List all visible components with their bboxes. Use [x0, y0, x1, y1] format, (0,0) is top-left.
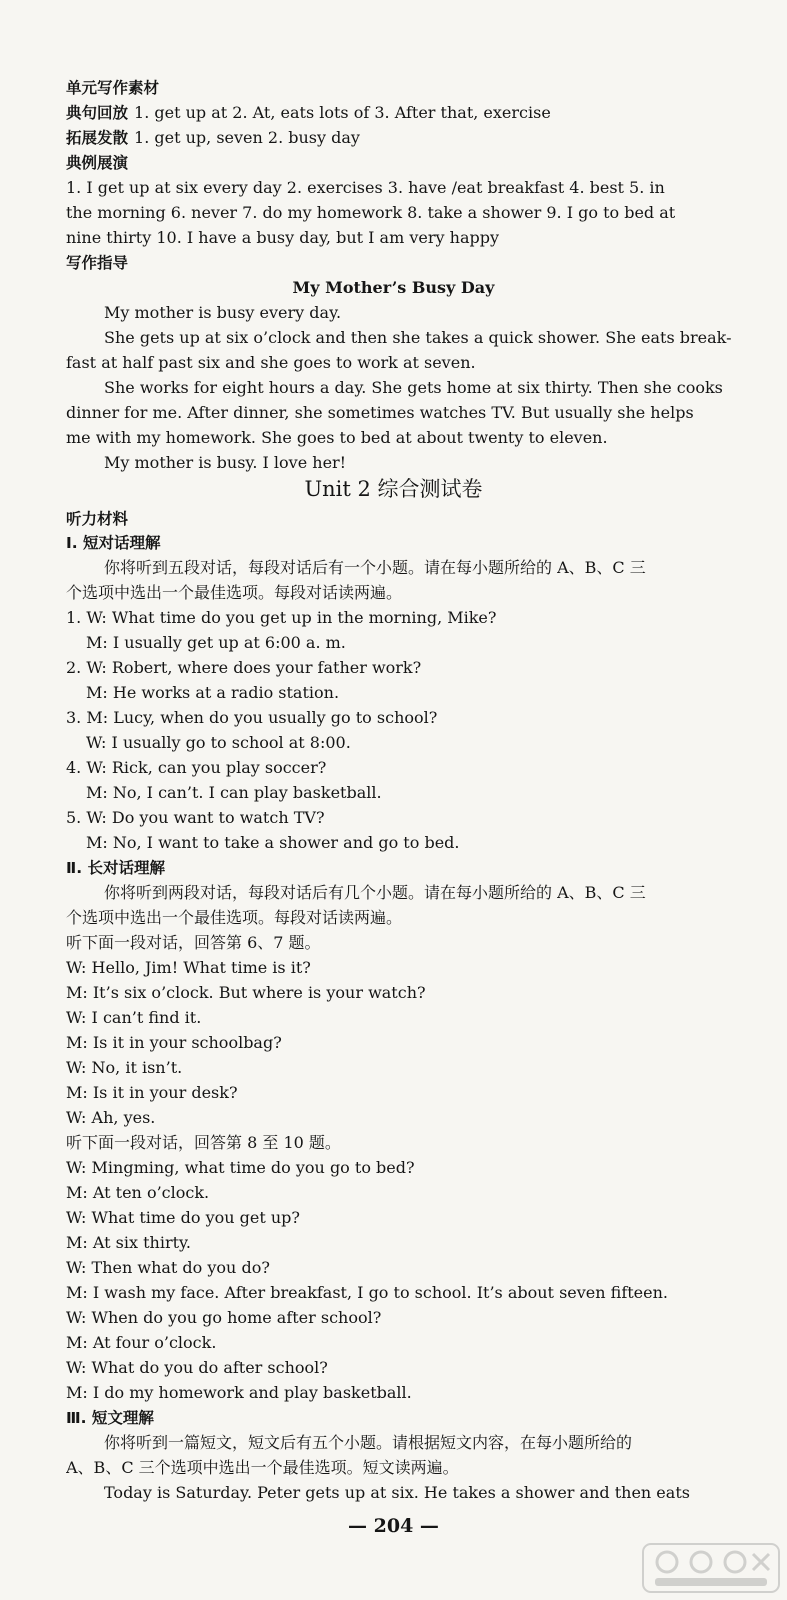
text: 1. get up at 2. At, eats lots of 3. After that, exercise: [134, 103, 551, 122]
unit-title: [0, 474, 787, 504]
dialog-line: W: Hello, Jim! What time is it?: [66, 958, 311, 977]
dialog-line: 4. W: Rick, can you play soccer?: [66, 758, 327, 777]
instruction-line: 个选项中选出一个最佳选项。每段对话读两遍。: [66, 908, 403, 927]
dialog-line: 1. W: What time do you get up in the morning, Mike?: [66, 608, 497, 627]
part-heading: Ⅱ. 长对话理解: [66, 859, 165, 877]
text-line: [66, 126, 765, 150]
text-line: My mother is busy. I love her!: [104, 453, 347, 472]
dialog-line: W: No, it isn’t.: [66, 1058, 183, 1077]
text-line: me with my homework. She goes to bed at about twenty to eleven.: [66, 428, 608, 447]
dialog-line: M: I do my homework and play basketball.: [66, 1383, 412, 1402]
dialog-line: W: Ah, yes.: [66, 1108, 156, 1127]
dialog-line: W: What do you do after school?: [66, 1358, 328, 1377]
dialog-line: M: At ten o’clock.: [66, 1183, 210, 1202]
dialog-line: M: I wash my face. After breakfast, I go to school. It’s about seven fifteen.: [66, 1283, 668, 1302]
dialog-line: M: No, I can’t. I can play basketball.: [86, 783, 382, 802]
dialog-line: M: No, I want to take a shower and go to bed.: [86, 833, 460, 852]
text-line: the morning 6. never 7. do my homework 8. take a shower 9. I go to bed at: [66, 203, 676, 222]
dialog-line: 3. M: Lucy, when do you usually go to school?: [66, 708, 438, 727]
dialog-line: M: It’s six o’clock. But where is your watch?: [66, 983, 426, 1002]
text-line: She gets up at six o’clock and then she takes a quick shower. She eats break-: [104, 328, 732, 347]
dialog-line: M: At four o’clock.: [66, 1333, 217, 1352]
text-line: fast at half past six and she goes to work at seven.: [66, 353, 476, 372]
text-line: 1. I get up at six every day 2. exercises 3. have /eat breakfast 4. best 5. in: [66, 178, 665, 197]
section-heading-writing-material: 单元写作素材: [66, 79, 160, 97]
dialog-line: M: Is it in your schoolbag?: [66, 1033, 282, 1052]
page-number: — 204 —: [348, 1515, 439, 1537]
text-line: She works for eight hours a day. She gets home at six thirty. Then she cooks: [104, 378, 723, 397]
dialog-line: M: I usually get up at 6:00 a. m.: [86, 633, 346, 652]
dialog-line: W: When do you go home after school?: [66, 1308, 382, 1327]
essay-title: My Mother’s Busy Day: [292, 278, 495, 297]
unit-title-en: Unit 2: [304, 477, 371, 501]
text-line: My mother is busy every day.: [104, 303, 342, 322]
dialog-line: 听下面一段对话，回答第 8 至 10 题。: [66, 1133, 341, 1152]
dialog-line: 5. W: Do you want to watch TV?: [66, 808, 325, 827]
watermark-logo-icon: [641, 1542, 781, 1594]
label: 典句回放: [66, 104, 129, 122]
section-heading-guide: 写作指导: [66, 254, 129, 272]
text-line: [66, 101, 765, 125]
part-heading: Ⅰ. 短对话理解: [66, 534, 161, 552]
dialog-line: M: He works at a radio station.: [86, 683, 340, 702]
instruction-line: 个选项中选出一个最佳选项。每段对话读两遍。: [66, 583, 403, 602]
instruction-line: A、B、C 三个选项中选出一个最佳选项。短文读两遍。: [66, 1458, 459, 1477]
label: 拓展发散: [66, 129, 129, 147]
text: 1. get up, seven 2. busy day: [134, 128, 360, 147]
instruction-line: 你将听到一篇短文，短文后有五个小题。请根据短文内容，在每小题所给的: [104, 1433, 633, 1452]
section-heading-examples: 典例展演: [66, 154, 129, 172]
section-heading-listening: 听力材料: [66, 510, 129, 528]
text-line: dinner for me. After dinner, she sometimes watches TV. But usually she helps: [66, 403, 694, 422]
text-line: nine thirty 10. I have a busy day, but I am very happy: [66, 228, 499, 247]
instruction-line: 你将听到两段对话，每段对话后有几个小题。请在每小题所给的 A、B、C 三: [104, 883, 646, 902]
dialog-line: W: I usually go to school at 8:00.: [86, 733, 351, 752]
dialog-line: W: Mingming, what time do you go to bed?: [66, 1158, 415, 1177]
dialog-line: M: Is it in your desk?: [66, 1083, 238, 1102]
dialog-line: 听下面一段对话，回答第 6、7 题。: [66, 933, 321, 952]
dialog-line: W: I can’t find it.: [66, 1008, 202, 1027]
part-heading: Ⅲ. 短文理解: [66, 1409, 154, 1427]
unit-title-cn: 综合测试卷: [377, 477, 483, 501]
instruction-line: 你将听到五段对话，每段对话后有一个小题。请在每小题所给的 A、B、C 三: [104, 558, 646, 577]
dialog-line: 2. W: Robert, where does your father work?: [66, 658, 422, 677]
text-line: Today is Saturday. Peter gets up at six. He takes a shower and then eats: [104, 1483, 690, 1502]
dialog-line: M: At six thirty.: [66, 1233, 192, 1252]
dialog-line: W: What time do you get up?: [66, 1208, 300, 1227]
dialog-line: W: Then what do you do?: [66, 1258, 270, 1277]
